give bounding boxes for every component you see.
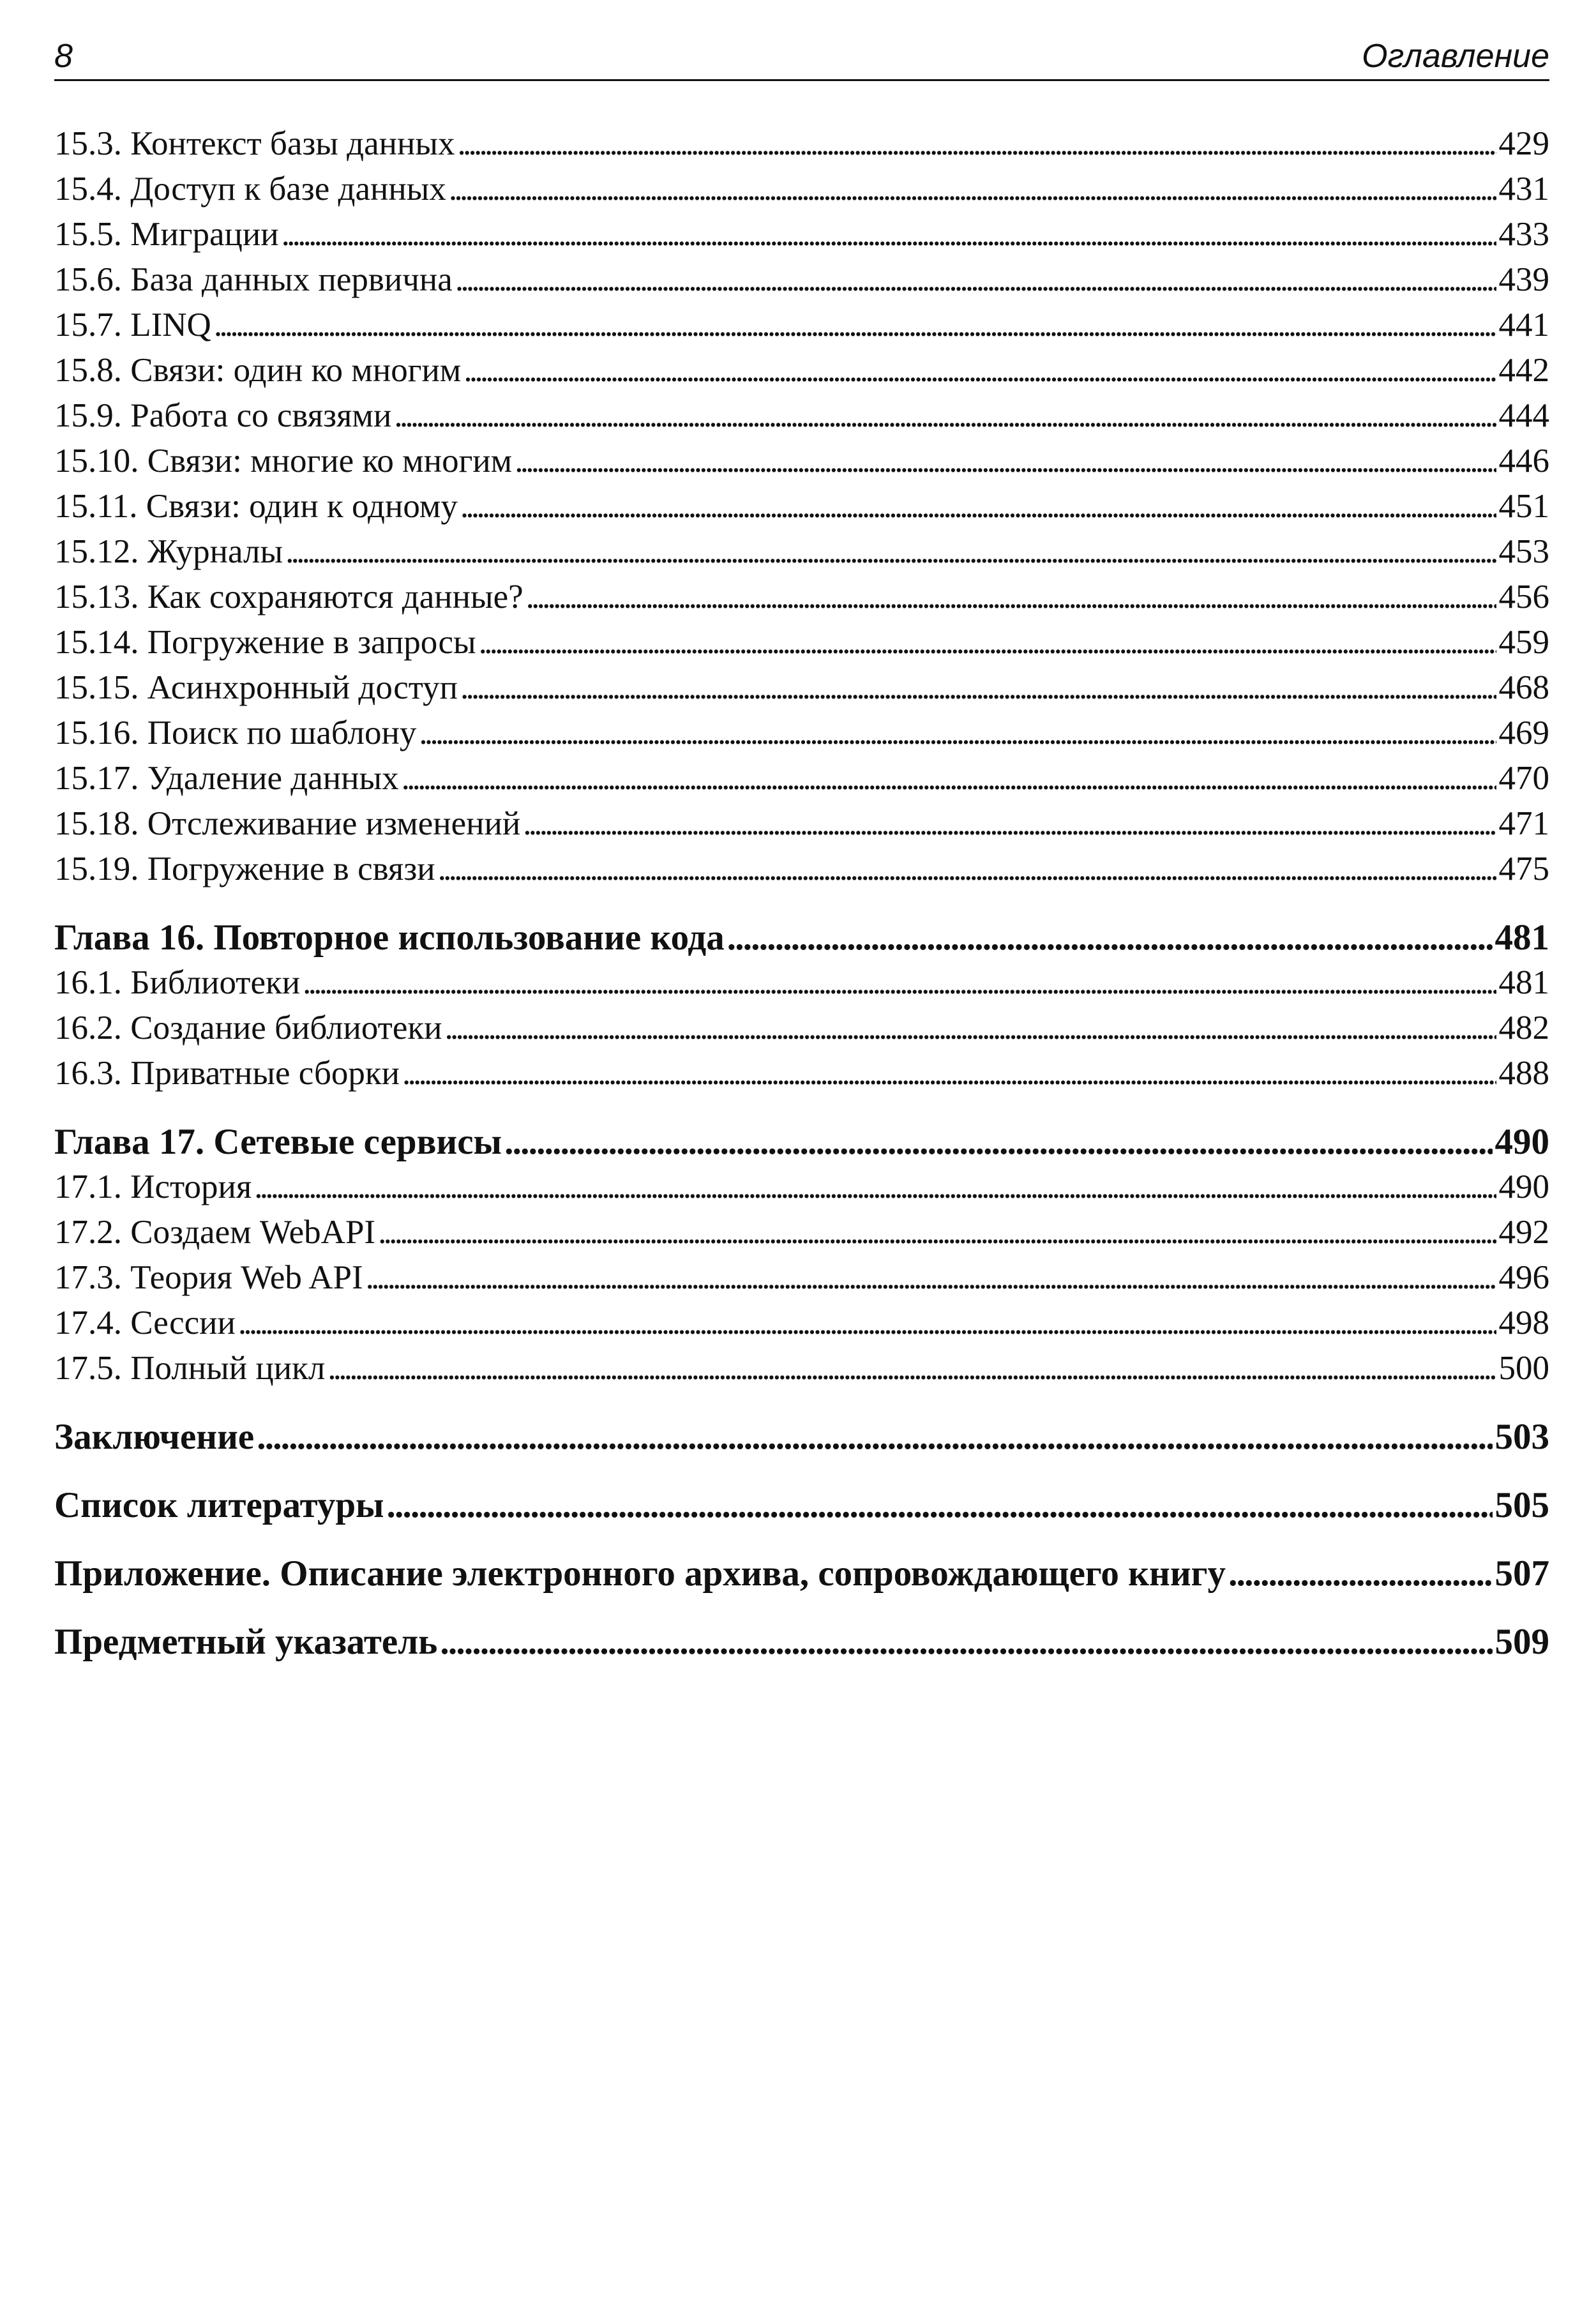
toc-entry-page: 470 [1498,760,1549,797]
toc-entry-title: 15.19. Погружение в связи [54,850,435,887]
dot-leader [504,1119,1492,1165]
dot-leader [438,847,1496,892]
toc-entry-15-19[interactable] [54,847,1549,892]
dot-leader [238,1301,1496,1346]
toc-entry-17-5[interactable] [54,1346,1549,1391]
toc-entry-title: 15.13. Как сохраняются данные? [54,578,523,615]
toc-chapter-title: Приложение. Описание электронного архива, сопровождающего книгу [54,1553,1226,1594]
toc-entry-title: 15.8. Связи: один ко многим [54,352,462,389]
dot-leader [402,1051,1496,1096]
toc-entry-page: 431 [1498,170,1549,208]
toc-entry-page: 500 [1498,1350,1549,1387]
running-section-title: Оглавление [1362,38,1549,75]
toc-entry-title: 15.14. Погружение в запросы [54,624,476,661]
toc-entry-title: 15.16. Поиск по шаблону [54,714,417,751]
dot-leader [378,1210,1496,1255]
toc-entry-page: 490 [1498,1168,1549,1205]
toc-chapter-title: Заключение [54,1417,255,1457]
spacer [54,1460,1549,1483]
toc-entry-title: 15.18. Отслеживание изменений [54,805,521,842]
dot-leader [526,575,1496,620]
toc-entry-15-4[interactable] [54,167,1549,212]
toc-entry-page: 442 [1498,352,1549,389]
toc-entry-page: 492 [1498,1214,1549,1251]
toc-entry-17-1[interactable] [54,1165,1549,1210]
dot-leader [455,257,1496,303]
toc-entry-title: 17.3. Теория Web API [54,1259,363,1296]
toc-entry-15-18[interactable] [54,801,1549,847]
dot-leader [460,665,1496,711]
toc-entry-page: 441 [1498,306,1549,343]
toc-entry-16-1[interactable] [54,960,1549,1006]
toc-entry-15-11[interactable] [54,484,1549,529]
toc-entry-page: 456 [1498,578,1549,615]
toc-entry-15-7[interactable] [54,303,1549,348]
toc-entry-page: 433 [1498,216,1549,253]
toc-entry-title: 15.17. Удаление данных [54,760,399,797]
dot-leader [394,393,1496,439]
toc-entry-15-3[interactable] [54,121,1549,167]
toc-entry-15-16[interactable] [54,711,1549,756]
toc-entry-15-12[interactable] [54,529,1549,575]
toc-chapter-title: Глава 17. Сетевые сервисы [54,1122,502,1162]
toc-entry-page: 446 [1498,442,1549,479]
dot-leader [303,960,1496,1006]
toc-entry-15-10[interactable] [54,439,1549,484]
toc-chapter-title: Предметный указатель [54,1622,438,1662]
toc-entry-page: 471 [1498,805,1549,842]
spacer [54,1596,1549,1619]
toc-entry-title: 15.10. Связи: многие ко многим [54,442,513,479]
toc-entry-page: 475 [1498,850,1549,887]
toc-entry-page: 459 [1498,624,1549,661]
toc-entry-title: 17.4. Сессии [54,1304,236,1341]
toc-entry-page: 453 [1498,533,1549,570]
dot-leader [327,1346,1496,1391]
toc-entry-16-3[interactable] [54,1051,1549,1096]
spacer [54,892,1549,915]
dot-leader [444,1006,1496,1051]
toc-chapter-title: Глава 16. Повторное использование кода [54,917,725,958]
toc-entry-15-17[interactable] [54,756,1549,801]
toc-chapter-page: 509 [1494,1622,1549,1662]
toc-chapter-16[interactable] [54,915,1549,960]
toc-entry-title: 15.3. Контекст базы данных [54,125,455,162]
dot-leader [463,348,1496,393]
toc-entry-page: 498 [1498,1304,1549,1341]
dot-leader [282,212,1496,257]
toc-entry-16-2[interactable] [54,1006,1549,1051]
toc-entry-title: 17.1. История [54,1168,252,1205]
toc-entry-page: 439 [1498,261,1549,298]
dot-leader [402,756,1496,801]
toc-entry-title: 15.4. Доступ к базе данных [54,170,446,208]
toc-entry-15-5[interactable] [54,212,1549,257]
toc-entry-title: 17.5. Полный цикл [54,1350,326,1387]
toc-chapter-page: 503 [1494,1417,1549,1457]
toc-chapter-page: 507 [1494,1553,1549,1594]
toc-chapter-page: 490 [1494,1122,1549,1162]
toc-entry-title: 17.2. Создаем WebAPI [54,1214,376,1251]
spacer [54,1391,1549,1414]
dot-leader [458,121,1496,167]
dot-leader [727,915,1493,960]
toc-chapter-17[interactable] [54,1119,1549,1165]
dot-leader [387,1483,1493,1528]
toc-chapter-page: 481 [1494,917,1549,958]
toc-bibliography[interactable] [54,1483,1549,1528]
toc-chapter-page: 505 [1494,1485,1549,1525]
toc-entry-page: 481 [1498,964,1549,1001]
toc-entry-page: 488 [1498,1055,1549,1092]
toc-entry-page: 468 [1498,669,1549,706]
toc-entry-15-8[interactable] [54,348,1549,393]
dot-leader [254,1165,1496,1210]
toc-entry-page: 444 [1498,397,1549,434]
toc-index[interactable] [54,1619,1549,1665]
spacer [54,1528,1549,1551]
spacer [54,1096,1549,1119]
toc-entry-15-13[interactable] [54,575,1549,620]
toc-entry-page: 469 [1498,714,1549,751]
toc-entry-page: 429 [1498,125,1549,162]
dot-leader [257,1414,1492,1460]
dot-leader [523,801,1496,847]
toc-entry-15-6[interactable] [54,257,1549,303]
dot-leader [479,620,1496,665]
dot-leader [449,167,1496,212]
dot-leader [515,439,1496,484]
toc-entry-title: 16.1. Библиотеки [54,964,301,1001]
toc-entry-page: 451 [1498,488,1549,525]
toc-entry-title: 16.3. Приватные сборки [54,1055,400,1092]
page-number: 8 [54,38,73,75]
toc-entry-title: 15.9. Работа со связями [54,397,392,434]
dot-leader [285,529,1496,575]
toc-entry-15-15[interactable] [54,665,1549,711]
dot-leader [419,711,1496,756]
toc-conclusion[interactable] [54,1414,1549,1460]
toc-entry-15-14[interactable] [54,620,1549,665]
dot-leader [460,484,1496,529]
dot-leader [440,1619,1492,1665]
dot-leader [214,303,1496,348]
toc-entry-title: 16.2. Создание библиотеки [54,1009,442,1046]
toc-entry-title: 15.7. LINQ [54,306,211,343]
toc-entry-page: 496 [1498,1259,1549,1296]
toc-entry-title: 15.5. Миграции [54,216,279,253]
toc-entry-17-2[interactable] [54,1210,1549,1255]
toc-entry-title: 15.11. Связи: один к одному [54,488,458,525]
toc-entry-title: 15.15. Асинхронный доступ [54,669,458,706]
dot-leader [1228,1551,1492,1596]
toc-entry-15-9[interactable] [54,393,1549,439]
toc-entry-title: 15.12. Журналы [54,533,283,570]
running-header [54,33,1549,81]
dot-leader [366,1255,1496,1301]
toc-entry-page: 482 [1498,1009,1549,1046]
table-of-contents [54,121,1549,1665]
toc-appendix[interactable] [54,1551,1549,1596]
toc-entry-title: 15.6. База данных первична [54,261,453,298]
toc-entry-17-4[interactable] [54,1301,1549,1346]
toc-entry-17-3[interactable] [54,1255,1549,1301]
toc-chapter-title: Список литературы [54,1485,384,1525]
